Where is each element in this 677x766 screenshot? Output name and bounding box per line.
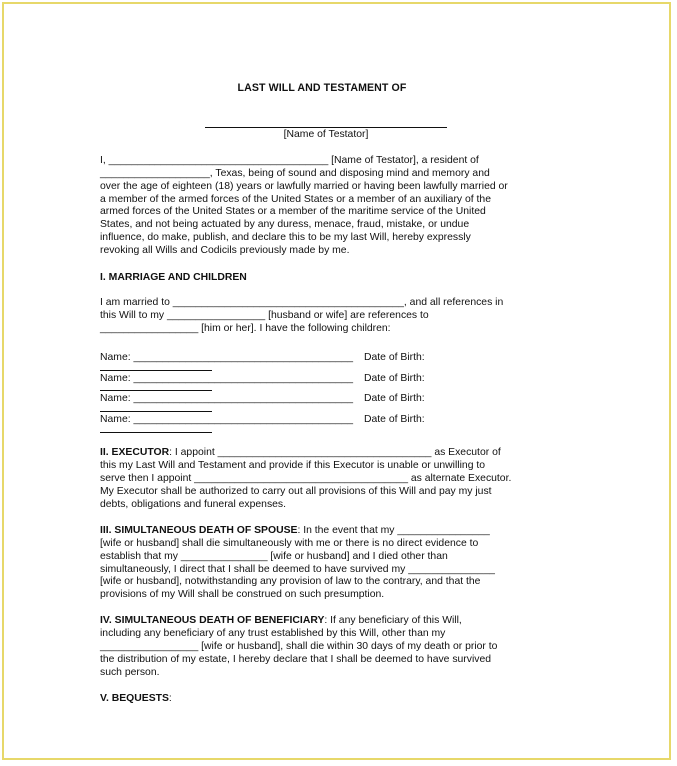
intro-paragraph (100, 155, 552, 258)
beneficiary-death-line: including any beneficiary of any trust established by this Will, other than my (100, 628, 446, 640)
intro-line: States, and not being actuated by any duress, menace, fraud, mistake, or undue (100, 219, 470, 231)
marriage-line: I am married to ________________________________________, and all references in (100, 296, 504, 308)
spouse-death-line: provisions of my Will shall be construed on such presumption. (100, 589, 385, 601)
beneficiary-death-section (100, 615, 552, 680)
intro-line: a member of the armed forces of the United States or a member of an auxiliary of the (100, 193, 491, 205)
testator-name-blank[interactable] (205, 115, 447, 128)
bequests-section (100, 693, 552, 706)
beneficiary-death-line: the distribution of my estate, I hereby declare that I shall be deemed to have survived (100, 653, 492, 665)
child-dob-label: Date of Birth: (364, 414, 425, 426)
marriage-paragraph (100, 297, 552, 336)
intro-line: I, ______________________________________ [Name of Testator], a resident of (100, 154, 479, 166)
executor-line: this my Last Will and Testament and provide if this Executor is unable or unwilling to (100, 460, 486, 472)
child-name-continuation-blank[interactable] (100, 365, 212, 371)
child-entry (100, 373, 552, 386)
intro-line: over the age of eighteen (18) years or lawfully married or having been lawfully married or (100, 180, 508, 192)
beneficiary-death-line (100, 615, 552, 628)
beneficiary-death-line: such person. (100, 666, 160, 678)
document-title: LAST WILL AND TESTAMENT OF (237, 82, 407, 94)
section-heading-beneficiary-death: IV. SIMULTANEOUS DEATH OF BENEFICIARY (100, 615, 325, 627)
executor-line: debts, obligations and funeral expenses. (100, 498, 287, 510)
executor-line: serve then I appoint _____________________________________ as alternate Executor. (100, 473, 512, 485)
executor-line (100, 447, 552, 460)
child-entry (100, 414, 552, 427)
child-entry (100, 393, 552, 406)
child-name-label: Name: ______________________________________ (100, 414, 354, 426)
child-name-continuation-blank[interactable] (100, 427, 212, 433)
executor-line-text: : I appoint _____________________________________ as Executor of (169, 447, 501, 459)
intro-line: revoking all Wills and Codicils previously made by me. (100, 245, 350, 257)
section-heading-spouse-death: III. SIMULTANEOUS DEATH OF SPOUSE (100, 524, 298, 536)
children-list (100, 352, 552, 434)
beneficiary-death-line: _________________ [wife or husband], shall die within 30 days of my death or prior to (100, 641, 498, 653)
child-dob-label: Date of Birth: (364, 372, 425, 384)
section-heading-bequests: V. BEQUESTS (100, 692, 169, 704)
child-name-continuation-blank[interactable] (100, 406, 212, 412)
spouse-death-line: simultaneously, I direct that I shall be deemed to have survived my _______________ (100, 563, 495, 575)
testator-label: [Name of Testator] (283, 128, 369, 140)
section-heading-marriage: I. MARRIAGE AND CHILDREN (100, 272, 247, 284)
spouse-death-section (100, 525, 552, 602)
will-document (100, 82, 552, 706)
executor-line: My Executor shall be authorized to carry out all provisions of this Will and pay my just (100, 485, 492, 497)
child-name-label: Name: ______________________________________ (100, 393, 354, 405)
spouse-death-line: [wife or husband] shall die simultaneously with me or there is no direct evidence to (100, 537, 479, 549)
child-name-continuation-blank[interactable] (100, 385, 212, 391)
child-name-label: Name: ______________________________________ (100, 351, 354, 363)
spouse-death-line: establish that my _______________ [wife or husband] and I died other than (100, 550, 448, 562)
marriage-line: _________________ [him or her]. I have the following children: (100, 322, 391, 334)
intro-line: influence, do make, publish, and declare this to be my last Will, hereby expressly (100, 232, 471, 244)
spouse-death-line-text: : In the event that my ________________ (297, 524, 490, 536)
section-heading-executor: II. EXECUTOR (100, 447, 170, 459)
intro-line: armed forces of the United States or a member of the maritime service of the United (100, 206, 486, 218)
child-name-label: Name: ______________________________________ (100, 372, 354, 384)
bequests-heading-suffix: : (168, 692, 172, 704)
spouse-death-line: [wife or husband], notwithstanding any provision of law to the contrary, and that the (100, 576, 481, 588)
executor-section (100, 447, 552, 512)
intro-line: ___________________, Texas, being of sound and disposing mind and memory and (100, 167, 490, 179)
child-entry (100, 352, 552, 365)
marriage-line: this Will to my _________________ [husband or wife] are references to (100, 309, 429, 321)
child-dob-label: Date of Birth: (364, 393, 425, 405)
spouse-death-line (100, 525, 552, 538)
bequests-heading-line (100, 693, 552, 706)
child-dob-label: Date of Birth: (364, 351, 425, 363)
beneficiary-death-line-text: : If any beneficiary of this Will, (324, 615, 462, 627)
